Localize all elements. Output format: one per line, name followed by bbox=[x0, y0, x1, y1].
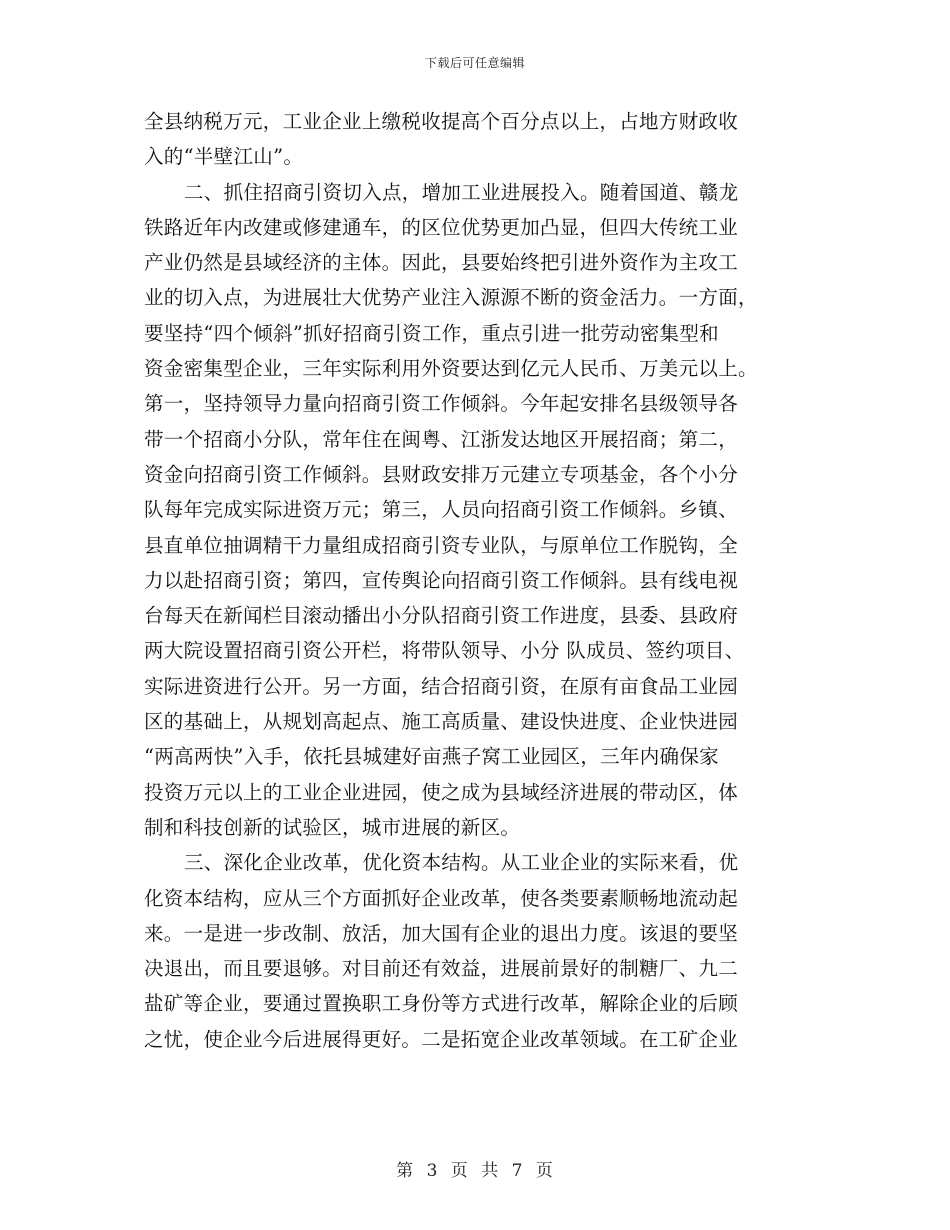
text-line: 区的基础上，从规划高起点、施工高质量、建设快进度、企业快进园 bbox=[144, 710, 739, 734]
paragraph-start-line: 三、深化企业改革，优化资本结构。从工业企业的实际来看，优 bbox=[184, 851, 739, 875]
text-line: “两高两快”入手，依托县城建好亩燕子窝工业园区，三年内确保家 bbox=[144, 745, 719, 769]
paragraph-start-line: 二、抓住招商引资切入点，增加工业进展投入。随着国道、赣龙 bbox=[184, 180, 739, 204]
page-header: 下载后可任意编辑 bbox=[424, 56, 525, 70]
text-line: 第一，坚持领导力量向招商引资工作倾斜。今年起安排名县级领导各 bbox=[144, 392, 739, 416]
text-line: 全县纳税万元，工业企业上缴税收提高个百分点以上，占地方财政收 bbox=[144, 110, 739, 133]
text-line: 投资万元以上的工业企业进园，使之成为县域经济进展的带动区，体 bbox=[144, 780, 739, 804]
document-body bbox=[144, 104, 804, 1057]
text-line: 队每年完成实际进资万元；第三，人员向招商引资工作倾斜。乡镇、 bbox=[144, 498, 739, 522]
text-line: 入的“半壁江山”。 bbox=[144, 145, 304, 169]
text-line: 两大院设置招商引资公开栏，将带队领导、小分 队成员、签约项目、 bbox=[144, 639, 745, 663]
text-line: 资金向招商引资工作倾斜。县财政安排万元建立专项基金，各个小分 bbox=[144, 462, 739, 486]
text-line: 盐矿等企业，要通过置换职工身份等方式进行改革，解除企业的后顾 bbox=[144, 992, 739, 1016]
text-line: 力以赴招商引资；第四，宣传舆论向招商引资工作倾斜。县有线电视 bbox=[144, 568, 739, 592]
text-line: 台每天在新闻栏目滚动播出小分队招商引资工作进度，县委、县政府 bbox=[144, 604, 739, 628]
text-line: 带一个招商小分队，常年住在闽粤、江浙发达地区开展招商；第二， bbox=[144, 427, 739, 451]
text-line: 决退出，而且要退够。对目前还有效益，进展前景好的制糖厂、九二 bbox=[144, 957, 739, 981]
text-line: 要坚持“四个倾斜”抓好招商引资工作，重点引进一批劳动密集型和 bbox=[144, 321, 719, 345]
text-line: 化资本结构，应从三个方面抓好企业改革，使各类要素顺畅地流动起 bbox=[144, 886, 739, 910]
text-line: 制和科技创新的试验区，城市进展的新区。 bbox=[144, 815, 521, 839]
text-line: 铁路近年内改建或修建通车，的区位优势更加凸显，但四大传统工业 bbox=[144, 215, 739, 239]
text-line: 来。一是进一步改制、放活，加大国有企业的退出力度。该退的要坚 bbox=[144, 921, 739, 945]
text-line: 业的切入点，为进展壮大优势产业注入源源不断的资金活力。一方面， bbox=[144, 286, 758, 310]
text-line: 实际进资进行公开。另一方面，结合招商引资，在原有亩食品工业园 bbox=[144, 674, 739, 698]
text-line: 之忧，使企业今后进展得更好。二是拓宽企业改革领域。在工矿企业 bbox=[144, 1027, 739, 1051]
text-line: 产业仍然是县域经济的主体。因此，县要始终把引进外资作为主攻工 bbox=[144, 251, 739, 275]
page-footer: 第 3 页 共 7 页 bbox=[396, 1161, 554, 1181]
text-line: 县直单位抽调精干力量组成招商引资专业队，与原单位工作脱钩，全 bbox=[144, 533, 739, 557]
text-line: 资金密集型企业，三年实际利用外资要达到亿元人民币、万美元以上。 bbox=[144, 357, 758, 381]
